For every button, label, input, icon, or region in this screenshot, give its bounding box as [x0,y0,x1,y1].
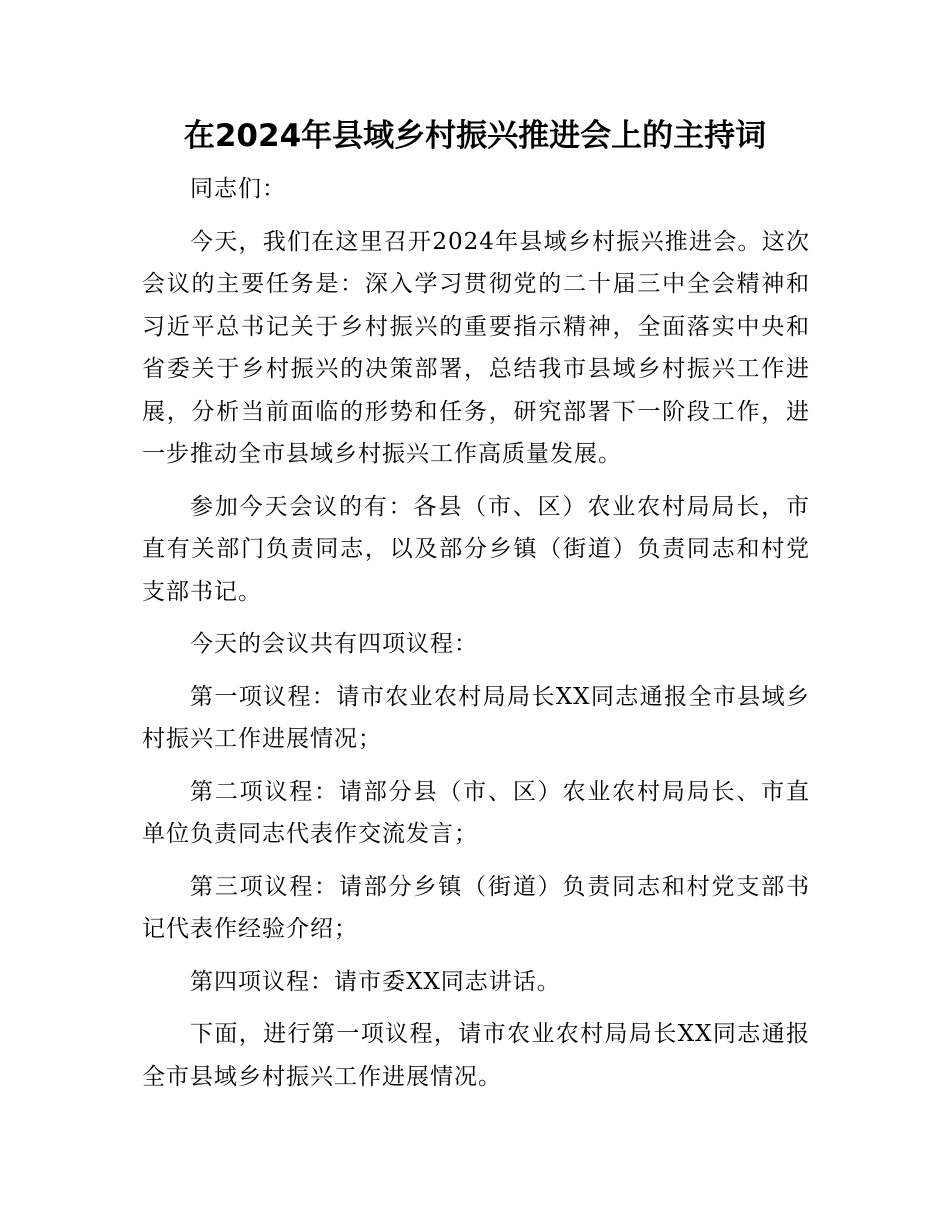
document-body [142,168,810,1098]
agenda-item-3: 第三项议程：请部分乡镇（街道）负责同志和村党支部书记代表作经验介绍； [142,873,810,942]
paragraph-agenda-intro: 今天的会议共有四项议程： [190,631,478,657]
document-title: 在2024年县域乡村振兴推进会上的主持词 [183,118,767,154]
greeting: 同志们： [190,176,286,202]
paragraph-opening: 今天，我们在这里召开2024年县域乡村振兴推进会。这次会议的主要任务是：深入学习贯彻党的二十届三中全会精神和习近平总书记关于乡村振兴的重要指示精神，全面落实中央和省委关于乡村振兴的决策部署，总结我市县域乡村振兴工作进展，分析当前面临的形势和任务，研究部署下一阶段工作，进一步推动全市县域乡村振兴工作高质量发展。 [142,228,810,467]
paragraph-attendees: 参加今天会议的有：各县（市、区）农业农村局局长，市直有关部门负责同志，以及部分乡镇（街道）负责同志和村党支部书记。 [142,493,810,605]
paragraph-closing: 下面，进行第一项议程，请市农业农村局局长XX同志通报全市县域乡村振兴工作进展情况。 [142,1021,810,1090]
agenda-item-4: 第四项议程：请市委XX同志讲话。 [190,968,561,995]
agenda-item-2: 第二项议程：请部分县（市、区）农业农村局局长、市直单位负责同志代表作交流发言； [142,778,810,847]
agenda-item-1: 第一项议程：请市农业农村局局长XX同志通报全市县域乡村振兴工作进展情况； [142,683,810,752]
